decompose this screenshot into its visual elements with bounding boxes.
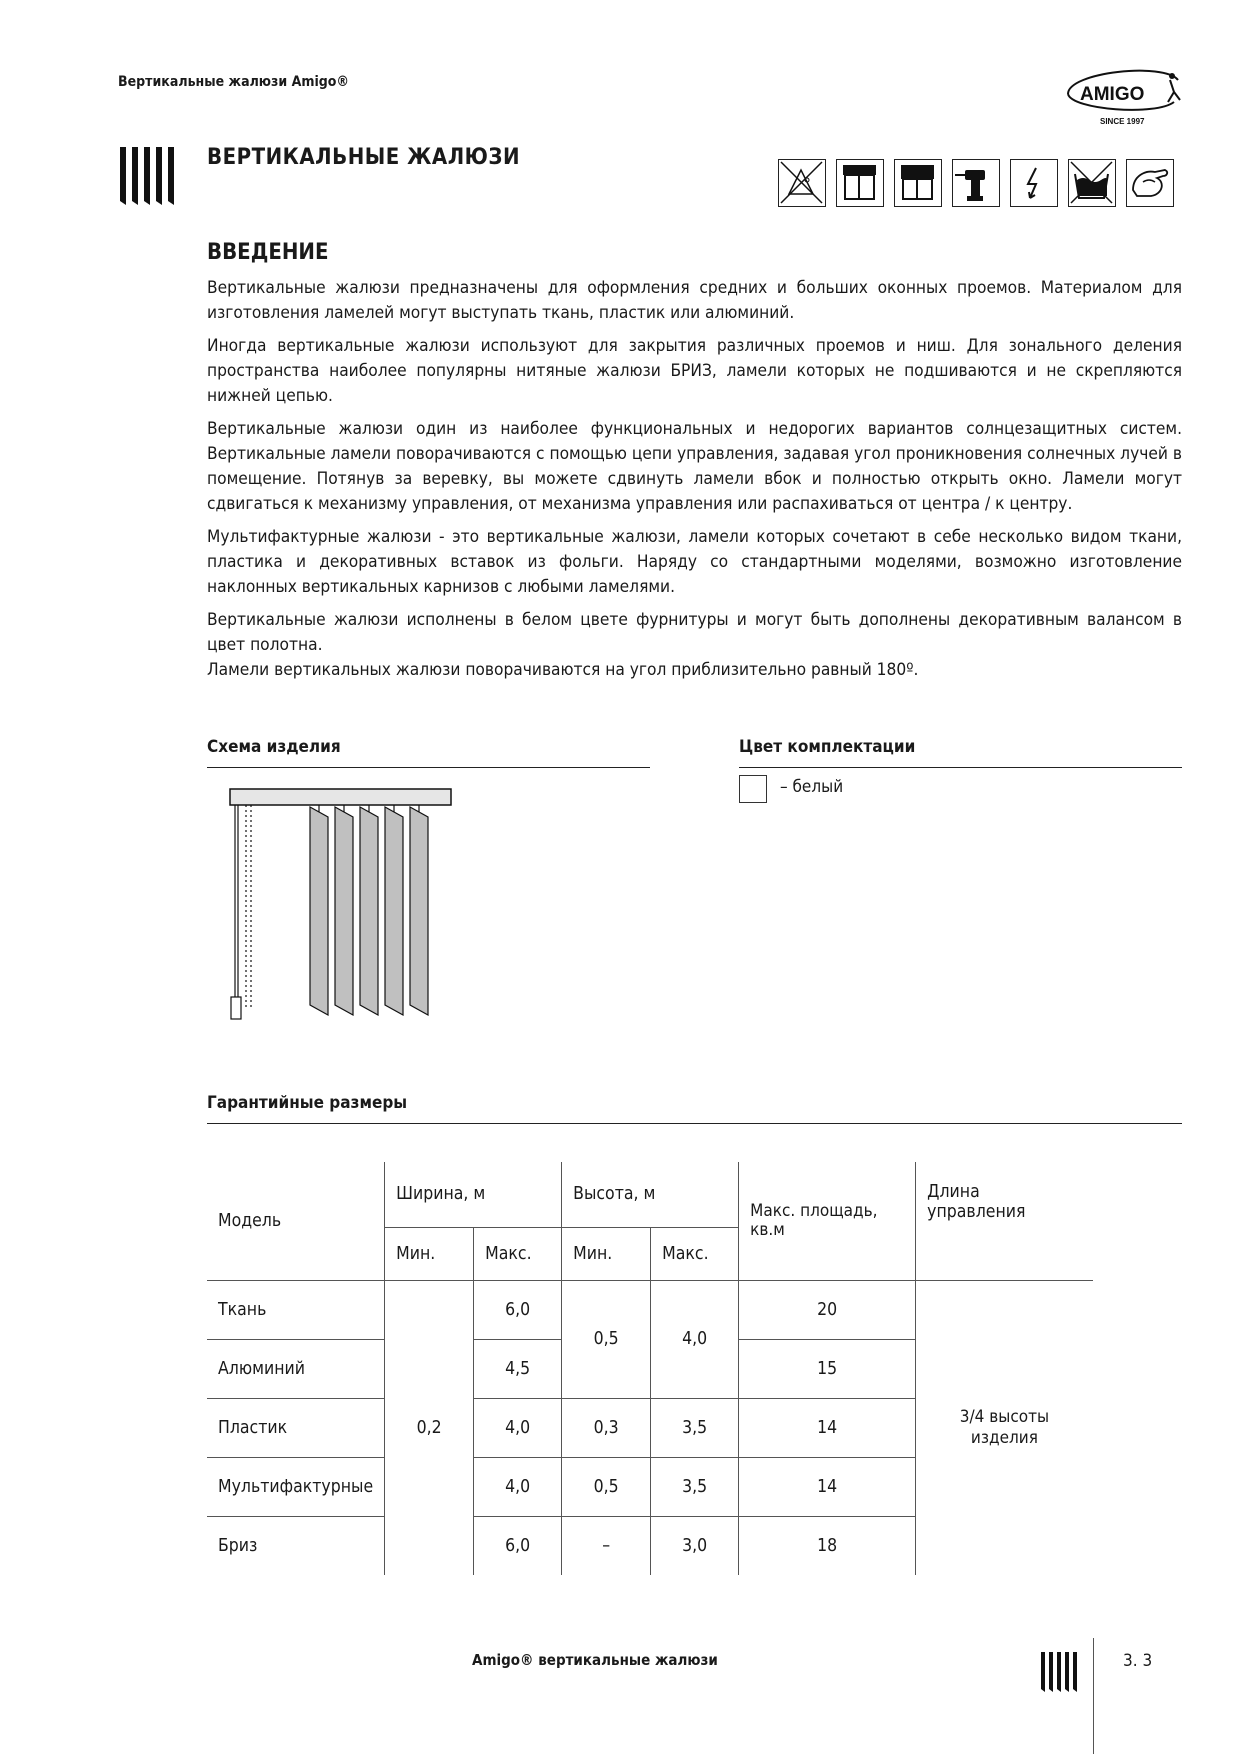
- colors-title: Цвет комплектации: [739, 737, 916, 757]
- intro-paragraph-6: Ламели вертикальных жалюзи поворачиваются на угол приблизительно равный 180º.: [207, 660, 919, 680]
- color-swatch-white: [739, 775, 767, 803]
- row-wmax-aluminium: 4,5: [474, 1339, 562, 1398]
- row-hmin-briz: –: [562, 1516, 651, 1575]
- intro-paragraph-3: Вертикальные жалюзи один из наиболее функциональных и недорогих вариантов солнцезащитных систем. Вертикальные ламели поворачиваются с помощью цепи управления, задавая угол проникновения солнечных лучей в помещение. Потянув за веревку, вы можете сдвинуть ламели вбок и полностью открыть окно. Ламели могут сдвигаться к механизму управления, от механизма управления или распахиваться от центра / к центру.: [207, 419, 1182, 514]
- row-hmax-briz: 3,0: [651, 1516, 739, 1575]
- svg-text:AMIGO: AMIGO: [1080, 84, 1145, 105]
- row-area-briz: 18: [739, 1516, 916, 1575]
- vertical-blinds-small-icon: [1040, 1652, 1080, 1694]
- row-hmax-plastic: 3,5: [651, 1398, 739, 1457]
- header-width: Ширина, м: [385, 1162, 562, 1227]
- row-model-plastic: Пластик: [207, 1398, 385, 1457]
- page-number: 3. 3: [1123, 1651, 1153, 1671]
- row-model-briz: Бриз: [207, 1516, 385, 1575]
- intro-paragraph-5: Вертикальные жалюзи исполнены в белом цвете фурнитуры и могут быть дополнены декоративным валансом в цвет полотна.: [207, 610, 1182, 655]
- row-wmax-plastic: 4,0: [474, 1398, 562, 1457]
- row-model-aluminium: Алюминий: [207, 1339, 385, 1398]
- no-bleach-icon: [778, 159, 826, 207]
- drill-icon: [952, 159, 1000, 207]
- row-wmax-multi: 4,0: [474, 1457, 562, 1516]
- colors-divider: [739, 767, 1182, 768]
- no-wash-icon: [1068, 159, 1116, 207]
- row-wmax-fabric: 6,0: [474, 1280, 562, 1339]
- blinds-scheme-drawing: [220, 785, 460, 1025]
- row-hmax-multi: 3,5: [651, 1457, 739, 1516]
- control-all: 3/4 высоты изделия: [916, 1280, 1093, 1575]
- window-blind-alt-icon: [894, 159, 942, 207]
- header-area: Макс. площадь, кв.м: [739, 1162, 916, 1280]
- electric-bolt-icon: [1010, 159, 1058, 207]
- intro-paragraph-2: Иногда вертикальные жалюзи используют для закрытия различных проемов и ниш. Для зонального деления пространства наиболее популярны нитяные жалюзи БРИЗ, ламели которых не подшиваются и не скрепляются нижней цепью.: [207, 336, 1182, 406]
- intro-heading: ВВЕДЕНИЕ: [207, 240, 329, 265]
- hand-wipe-icon: [1126, 159, 1174, 207]
- vertical-blinds-icon: [118, 147, 176, 209]
- svg-text:SINCE 1997: SINCE 1997: [1100, 117, 1145, 126]
- height-min-fabric-alu: 0,5: [562, 1280, 651, 1398]
- row-area-fabric: 20: [739, 1280, 916, 1339]
- row-hmin-plastic: 0,3: [562, 1398, 651, 1457]
- sizes-divider: [207, 1123, 1182, 1124]
- header-width-max: Макс.: [474, 1227, 562, 1280]
- intro-text: [207, 276, 1182, 683]
- row-area-plastic: 14: [739, 1398, 916, 1457]
- intro-paragraph-4: Мультифактурные жалюзи - это вертикальные жалюзи, ламели которых сочетают в себе несколько видом ткани, пластика и декоративных вставок из фольги. Наряду со стандартными моделями, возможно изготовление наклонных вертикальных карнизов с любыми ламелями.: [207, 527, 1182, 597]
- row-hmin-multi: 0,5: [562, 1457, 651, 1516]
- amigo-logo: [1060, 58, 1186, 128]
- row-area-aluminium: 15: [739, 1339, 916, 1398]
- header-model: Модель: [207, 1162, 385, 1280]
- header-control: Длина управления: [916, 1162, 1093, 1280]
- scheme-divider: [207, 767, 650, 768]
- sizes-table: [207, 1162, 1093, 1575]
- feature-icons: [778, 159, 1174, 207]
- color-label-white: – белый: [780, 777, 844, 797]
- scheme-title: Схема изделия: [207, 737, 341, 757]
- width-min-all: 0,2: [385, 1280, 474, 1575]
- intro-paragraph-1: Вертикальные жалюзи предназначены для оформления средних и больших оконных проемов. Материалом для изготовления ламелей могут выступать ткань, пластик или алюминий.: [207, 278, 1182, 323]
- row-area-multi: 14: [739, 1457, 916, 1516]
- header-width-min: Мин.: [385, 1227, 474, 1280]
- height-max-fabric-alu: 4,0: [651, 1280, 739, 1398]
- header-height: Высота, м: [562, 1162, 739, 1227]
- footer-divider: [1093, 1638, 1094, 1754]
- section-title: ВЕРТИКАЛЬНЫЕ ЖАЛЮЗИ: [207, 145, 521, 170]
- document-header-title: Вертикальные жалюзи Amigo®: [118, 74, 350, 90]
- footer-text: Amigo® вертикальные жалюзи: [472, 1651, 718, 1669]
- row-wmax-briz: 6,0: [474, 1516, 562, 1575]
- sizes-title: Гарантийные размеры: [207, 1093, 408, 1113]
- window-blind-icon: [836, 159, 884, 207]
- row-model-fabric: Ткань: [207, 1280, 385, 1339]
- row-model-multi: Мультифактурные: [207, 1457, 385, 1516]
- header-height-min: Мин.: [562, 1227, 651, 1280]
- header-height-max: Макс.: [651, 1227, 739, 1280]
